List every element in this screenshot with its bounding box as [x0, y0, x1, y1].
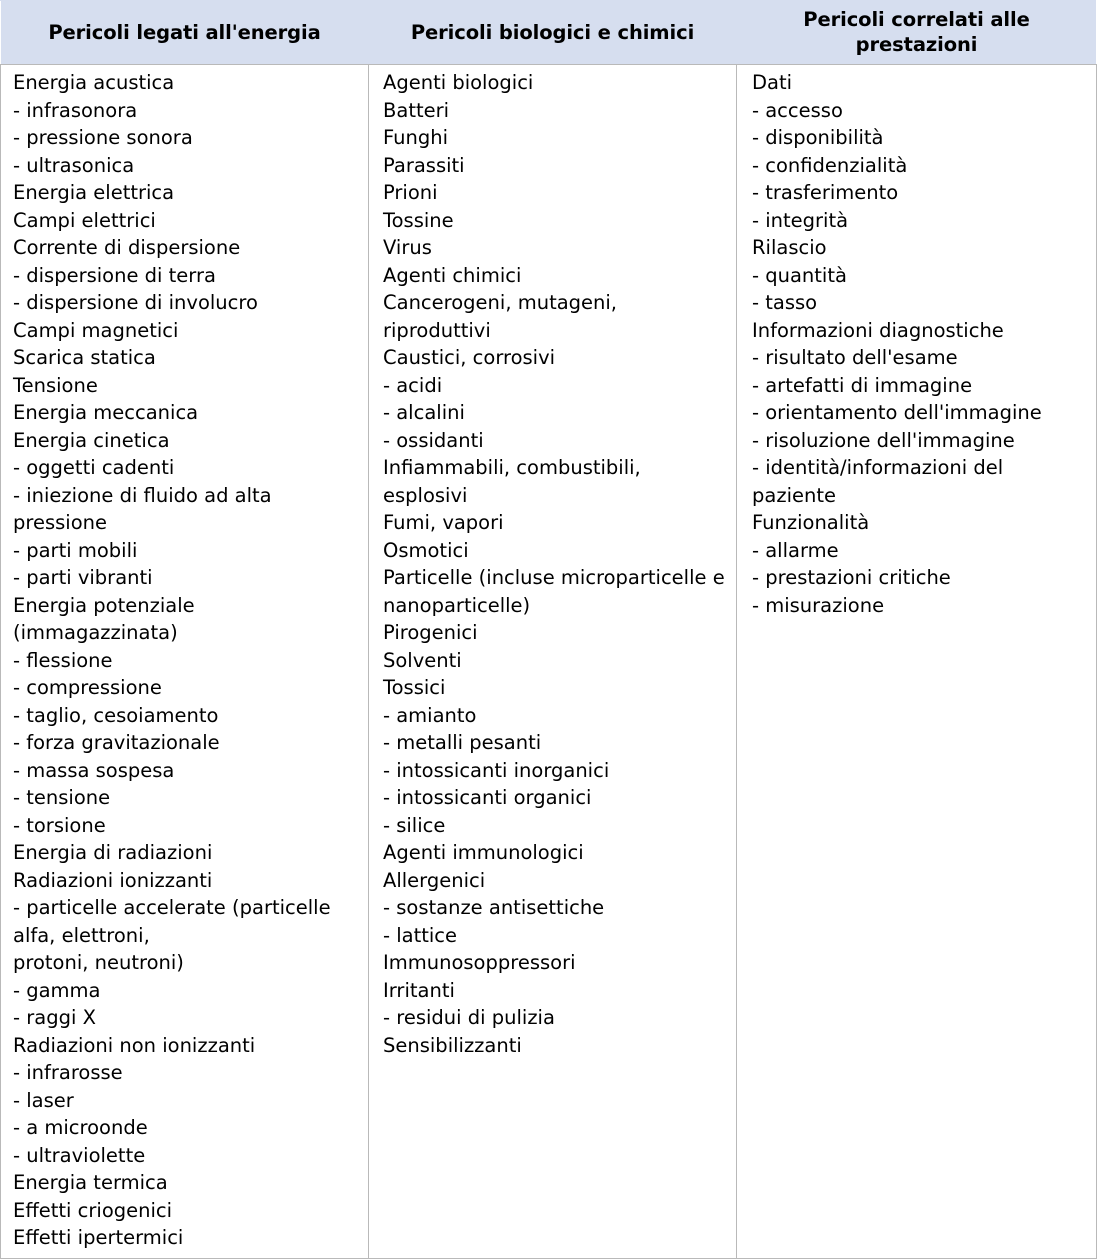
- list-item: Dati: [752, 71, 793, 94]
- list-item: Fumi, vapori: [383, 511, 504, 534]
- list-item: - compressione: [13, 676, 162, 699]
- list-item: Prioni: [383, 181, 438, 204]
- list-item: Campi elettrici: [13, 208, 156, 232]
- list-item: Energia meccanica: [13, 401, 199, 424]
- list-item: - confidenzialità: [752, 153, 908, 177]
- list-item: Tossici: [383, 676, 446, 699]
- list-item: Funghi: [383, 126, 449, 149]
- list-item: - intossicanti inorganici: [383, 758, 610, 782]
- list-item: Informazioni diagnostiche: [752, 318, 1004, 342]
- list-item: - tasso: [752, 291, 818, 314]
- list-item: - forza gravitazionale: [13, 731, 220, 754]
- list-item: - oggetti cadenti: [13, 456, 175, 479]
- list-item: Radiazioni non ionizzanti: [13, 1033, 256, 1057]
- list-item: Cancerogeni, mutageni, riproduttivi: [383, 291, 618, 342]
- list-item: - orientamento dell'immagine: [752, 401, 1042, 424]
- list-item: Allergenici: [383, 868, 486, 892]
- list-item: - parti mobili: [13, 538, 138, 562]
- list-item: Campi magnetici: [13, 318, 179, 342]
- list-item: - a microonde: [13, 1116, 148, 1139]
- list-item: Energia termica: [13, 1171, 168, 1194]
- list-item: - lattice: [383, 923, 458, 947]
- list-item: Agenti biologici: [383, 71, 534, 94]
- list-item: - taglio, cesoiamento: [13, 703, 219, 727]
- list-item: Energia potenziale (immagazzinata): [13, 593, 195, 644]
- table-row: [1, 65, 1097, 1259]
- list-item: - dispersione di involucro: [13, 291, 258, 314]
- list-item: - particelle accelerate (particelle alfa, elettroni,: [13, 896, 331, 947]
- list-item: Batteri: [383, 98, 450, 122]
- list-item: - residui di pulizia: [383, 1006, 555, 1029]
- list-item: - disponibilità: [752, 126, 884, 149]
- list-item: Pirogenici: [383, 621, 478, 644]
- list-item: Agenti immunologici: [383, 841, 584, 864]
- list-item: Effetti ipertermici: [13, 1226, 184, 1249]
- list-item: - tensione: [13, 786, 111, 809]
- list-item: Immunosoppressori: [383, 951, 576, 974]
- list-item: - infrarosse: [13, 1061, 123, 1084]
- list-item: - intossicanti organici: [383, 786, 592, 809]
- list-item: Sensibilizzanti: [383, 1033, 522, 1057]
- list-item: Corrente di dispersione: [13, 236, 241, 259]
- list-item: - sostanze antisettiche: [383, 896, 605, 919]
- hazard-list-biologici-chimici: [369, 69, 736, 1059]
- list-item: Effetti criogenici: [13, 1198, 173, 1222]
- list-item: Energia cinetica: [13, 428, 170, 452]
- hazard-list-prestazioni: [737, 69, 1096, 619]
- list-item: Rilascio: [752, 236, 827, 259]
- list-item: - integrità: [752, 208, 849, 232]
- list-item: - raggi X: [13, 1006, 96, 1029]
- list-item: - artefatti di immagine: [752, 373, 973, 397]
- list-item: - infrasonora: [13, 98, 138, 122]
- list-item: - flessione: [13, 648, 113, 672]
- list-item: Infiammabili, combustibili, esplosivi: [383, 456, 641, 507]
- cell-energia: [1, 65, 369, 1259]
- list-item: Tensione: [13, 373, 98, 397]
- list-item: Energia elettrica: [13, 181, 175, 204]
- header-row: [1, 1, 1097, 65]
- list-item: - quantità: [752, 263, 847, 287]
- list-item: - acidi: [383, 373, 443, 397]
- list-item: protoni, neutroni): [13, 951, 184, 974]
- table-body: [1, 65, 1097, 1259]
- list-item: - dispersione di terra: [13, 263, 216, 287]
- list-item: Caustici, corrosivi: [383, 346, 556, 369]
- list-item: Tossine: [383, 208, 454, 232]
- list-item: - iniezione di fluido ad alta pressione: [13, 483, 272, 534]
- list-item: - misurazione: [752, 593, 885, 617]
- list-item: Radiazioni ionizzanti: [13, 868, 213, 892]
- column-header-prestazioni: Pericoli correlati alle prestazioni: [737, 1, 1097, 65]
- list-item: Irritanti: [383, 978, 455, 1002]
- list-item: - ultraviolette: [13, 1143, 146, 1167]
- list-item: - identità/informazioni del paziente: [752, 456, 1004, 507]
- list-item: - trasferimento: [752, 181, 899, 204]
- cell-prestazioni: [737, 65, 1097, 1259]
- list-item: - parti vibranti: [13, 566, 153, 589]
- list-item: - risoluzione dell'immagine: [752, 428, 1015, 452]
- list-item: Parassiti: [383, 153, 465, 177]
- list-item: - ossidanti: [383, 428, 484, 452]
- list-item: Energia acustica: [13, 71, 175, 94]
- list-item: - prestazioni critiche: [752, 566, 951, 589]
- cell-biologici-chimici: [369, 65, 737, 1259]
- list-item: - allarme: [752, 538, 839, 562]
- list-item: - pressione sonora: [13, 126, 193, 149]
- list-item: - torsione: [13, 813, 106, 837]
- list-item: Osmotici: [383, 538, 469, 562]
- list-item: - risultato dell'esame: [752, 346, 958, 369]
- hazard-list-energia: [1, 69, 368, 1252]
- list-item: Particelle (incluse microparticelle e nanoparticelle): [383, 566, 725, 617]
- column-header-biologici-chimici: Pericoli biologici e chimici: [369, 1, 737, 65]
- list-item: - ultrasonica: [13, 153, 135, 177]
- list-item: Energia di radiazioni: [13, 841, 213, 864]
- column-header-energia: Pericoli legati all'energia: [1, 1, 369, 65]
- list-item: Funzionalità: [752, 511, 870, 534]
- list-item: Virus: [383, 236, 432, 259]
- list-item: - laser: [13, 1088, 74, 1112]
- list-item: - silice: [383, 813, 446, 837]
- list-item: Agenti chimici: [383, 263, 522, 287]
- list-item: - massa sospesa: [13, 758, 175, 782]
- list-item: - accesso: [752, 98, 843, 122]
- list-item: Solventi: [383, 648, 462, 672]
- list-item: - metalli pesanti: [383, 731, 542, 754]
- list-item: Scarica statica: [13, 346, 156, 369]
- list-item: - gamma: [13, 978, 101, 1002]
- list-item: - alcalini: [383, 401, 465, 424]
- list-item: - amianto: [383, 703, 477, 727]
- table-header: [1, 1, 1097, 65]
